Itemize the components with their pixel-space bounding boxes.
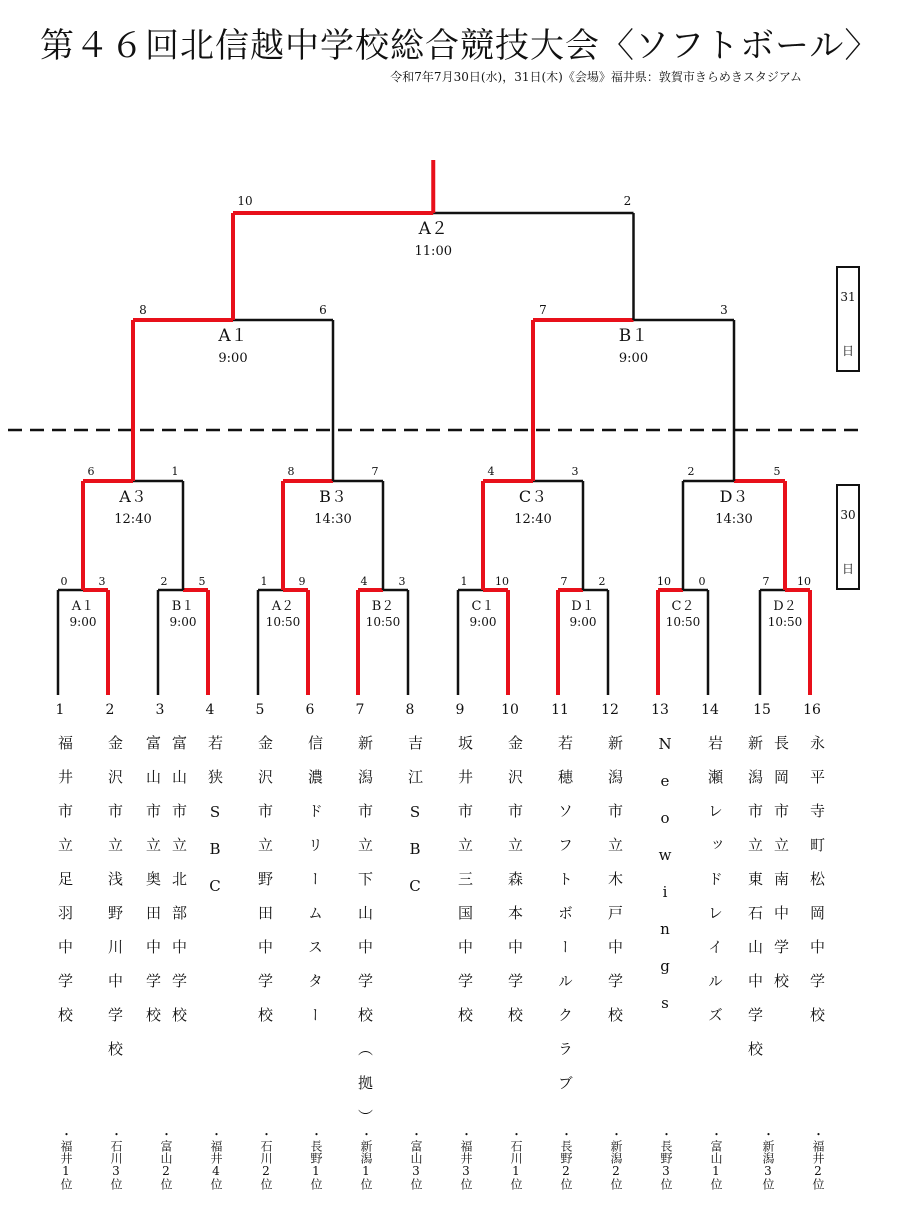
match-score: 7 [560, 575, 568, 588]
match-time: 9:00 [169, 615, 197, 629]
match-label: A２ [418, 219, 448, 239]
match-time: 12:40 [114, 512, 152, 527]
team-prefecture-rank: ・福井1位 [59, 1128, 73, 1190]
slot-number: 16 [803, 702, 821, 718]
slot-number: 7 [355, 702, 365, 718]
match-label: B３ [319, 487, 347, 506]
match-score: 3 [98, 575, 106, 588]
match-label: A１ [218, 326, 248, 346]
match-score: 1 [460, 575, 468, 588]
team-prefecture-rank: ・長野1位 [309, 1128, 323, 1190]
team-prefecture-rank: ・石川1位 [509, 1128, 523, 1190]
team-prefecture-rank: ・富山1位 [709, 1128, 723, 1190]
slot-number: 3 [155, 702, 165, 718]
match-time: 14:30 [314, 512, 352, 527]
match-time: 10:50 [265, 615, 301, 629]
day-number: 30 [840, 508, 856, 522]
slot-number: 5 [255, 702, 265, 718]
match-time: 10:50 [665, 615, 701, 629]
match-score: 3 [720, 303, 728, 317]
match-label: B１ [618, 326, 649, 346]
match-label: A１ [71, 599, 95, 614]
team-name: 若穂ソフトボールクラブ [556, 735, 574, 1109]
slot-number: 10 [501, 702, 519, 718]
match-score: 7 [539, 303, 547, 317]
slot-number: 13 [651, 702, 669, 718]
match-score: 5 [773, 465, 781, 478]
day-unit: 日 [841, 344, 854, 358]
team-name: 富山市立北部中学校 [170, 735, 188, 1041]
slot-number: 12 [601, 702, 619, 718]
match-score: 7 [762, 575, 770, 588]
match-score: 10 [495, 575, 509, 588]
team-name: 坂井市立三国中学校 [456, 735, 474, 1041]
match-score: 2 [623, 194, 632, 208]
team-name: 金沢市立森本中学校 [506, 735, 524, 1041]
day-number: 31 [840, 290, 856, 304]
match-label: C２ [671, 599, 695, 614]
match-label: C１ [471, 599, 495, 614]
match-time: 11:00 [414, 244, 452, 259]
team-prefecture-rank: ・石川3位 [109, 1128, 123, 1190]
slot-number: 15 [753, 702, 771, 718]
team-name: 長岡市立南中学校 [772, 735, 790, 1007]
team-name: Neowings [656, 735, 674, 1031]
team-prefecture-rank: ・福井2位 [811, 1128, 825, 1190]
page-title: 第４６回北信越中学校総合競技大会〈ソフトボール〉 [40, 26, 880, 66]
match-score: 4 [360, 575, 368, 588]
slot-number: 11 [551, 702, 569, 718]
team-name: 新潟市立東石山中学校 [746, 735, 764, 1075]
match-time: 10:50 [365, 615, 401, 629]
match-score: 2 [160, 575, 168, 588]
match-score: 1 [260, 575, 268, 588]
day-box-31 [836, 266, 860, 372]
team-prefecture-rank: ・福井3位 [459, 1128, 473, 1190]
team-name: 新潟市立木戸中学校 [606, 735, 624, 1041]
slot-number: 6 [305, 702, 315, 718]
match-score: 6 [87, 465, 95, 478]
match-label: B１ [171, 599, 195, 614]
match-time: 9:00 [69, 615, 97, 629]
team-prefecture-rank: ・新潟3位 [761, 1128, 775, 1190]
match-label: A２ [271, 599, 295, 614]
team-prefecture-rank: ・富山3位 [409, 1128, 423, 1190]
slot-number: 2 [105, 702, 115, 718]
match-score: 2 [598, 575, 606, 588]
match-label: D１ [571, 599, 595, 614]
team-name: 金沢市立浅野川中学校 [106, 735, 124, 1075]
team-name: 永平寺町松岡中学校 [808, 735, 826, 1041]
slot-number: 9 [455, 702, 465, 718]
team-prefecture-rank: ・新潟2位 [609, 1128, 623, 1190]
team-prefecture-rank: ・富山2位 [159, 1128, 173, 1190]
day-unit: 日 [841, 562, 854, 576]
team-name: 新潟市立下山中学校（拠） [356, 735, 374, 1143]
match-score: 2 [687, 465, 695, 478]
match-score: 6 [319, 303, 327, 317]
match-score: 7 [371, 465, 379, 478]
match-label: D２ [773, 599, 797, 614]
team-name: 信濃ドリームスター [306, 735, 324, 1041]
team-name: 吉江SBC [406, 735, 424, 914]
match-score: 5 [198, 575, 206, 588]
team-name: 若狭SBC [206, 735, 224, 914]
team-name: 富山市立奥田中学校 [144, 735, 162, 1041]
team-name: 福井市立足羽中学校 [56, 735, 74, 1041]
match-label: C３ [518, 487, 548, 506]
match-time: 9:00 [569, 615, 597, 629]
match-score: 3 [398, 575, 406, 588]
match-time: 10:50 [767, 615, 803, 629]
match-score: 9 [298, 575, 306, 588]
match-time: 9:00 [469, 615, 497, 629]
slot-number: 14 [701, 702, 719, 718]
match-score: 10 [237, 194, 253, 208]
slot-number: 8 [405, 702, 415, 718]
match-score: 3 [571, 465, 579, 478]
match-score: 0 [60, 575, 68, 588]
team-prefecture-rank: ・福井4位 [209, 1128, 223, 1190]
team-prefecture-rank: ・新潟1位 [359, 1128, 373, 1190]
match-label: B２ [371, 599, 395, 614]
day-box-30 [836, 484, 860, 590]
match-time: 12:40 [514, 512, 552, 527]
match-score: 10 [657, 575, 671, 588]
match-score: 8 [139, 303, 147, 317]
team-prefecture-rank: ・石川2位 [259, 1128, 273, 1190]
match-label: A３ [119, 487, 147, 506]
team-prefecture-rank: ・長野3位 [659, 1128, 673, 1190]
match-label: D３ [719, 487, 749, 506]
event-date-venue: 令和7年7月30日(水)，31日(木)《会場》福井県：敦賀市きらめきスタジアム [390, 70, 802, 84]
match-time: 9:00 [218, 351, 248, 366]
match-time: 14:30 [715, 512, 753, 527]
team-name: 岩瀬レッドレイルズ [706, 735, 724, 1041]
match-score: 10 [797, 575, 811, 588]
slot-number: 4 [205, 702, 215, 718]
match-score: 1 [171, 465, 179, 478]
team-prefecture-rank: ・長野2位 [559, 1128, 573, 1190]
match-score: 4 [487, 465, 495, 478]
match-score: 8 [287, 465, 295, 478]
team-name: 金沢市立野田中学校 [256, 735, 274, 1041]
match-time: 9:00 [618, 351, 649, 366]
slot-number: 1 [55, 702, 65, 718]
match-score: 0 [698, 575, 706, 588]
